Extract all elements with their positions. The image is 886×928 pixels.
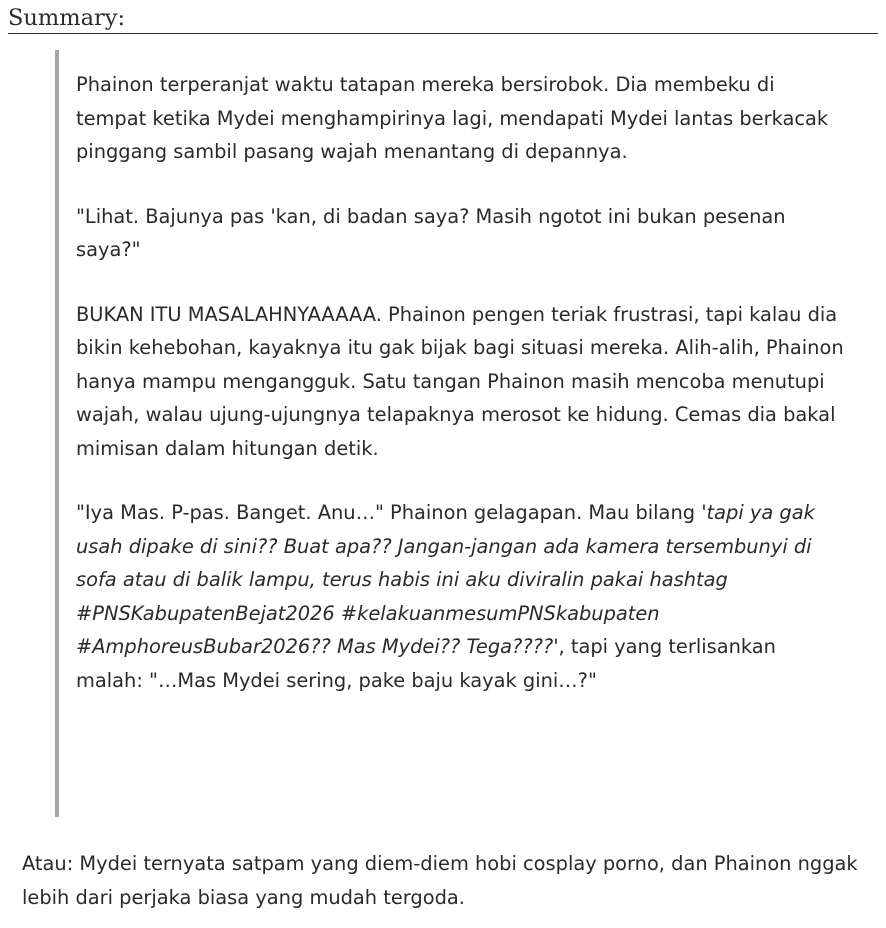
summary-blockquote xyxy=(55,50,845,817)
summary-paragraph-3: BUKAN ITU MASALAHNYAAAAA. Phainon pengen teriak frustrasi, tapi kalau dia bikin kehebohan, kayaknya itu gak bijak bagi situasi mereka. Alih-alih, Phainon hanya mampu mengangguk. Satu tangan Phainon masih mencoba menutupi wajah, walau ujung-ujungnya telapaknya merosot ke hidung. Cemas dia bakal mimisan dalam hitungan detik. xyxy=(76,302,844,460)
summary-afterword: Atau: Mydei ternyata satpam yang diem-diem hobi cosplay porno, dan Phainon nggak lebih dari perjaka biasa yang mudah tergoda. xyxy=(22,852,858,909)
summary-heading: Summary: xyxy=(8,3,878,34)
paragraph-4-ending: , tapi yang terlisankan malah: "…Mas Mydei sering, pake baju kayak gini…?" xyxy=(76,635,776,692)
summary-paragraph-4 xyxy=(76,496,844,697)
paragraph-4-intro: "Iya Mas. P-pas. Banget. Anu…" Phainon gelagapan. Mau bilang xyxy=(76,501,702,524)
summary-paragraph-1: Phainon terperanjat waktu tatapan mereka bersirobok. Dia membeku di tempat ketika Mydei menghampirinya lagi, mendapati Mydei lantas berkacak pinggang sambil pasang wajah menantang di depannya. xyxy=(76,73,829,163)
summary-paragraph-2: "Lihat. Bajunya pas 'kan, di badan saya? Masih ngotot ini bukan pesenan saya?" xyxy=(76,204,786,261)
paragraph-4-italic-thought: 'tapi ya gak usah dipake di sini?? Buat apa?? Jangan-jangan ada kamera tersembunyi di sofa atau di balik lampu, terus habis ini aku diviralin pakai hashtag #PNSKabupatenBejat2026 #kelakuanmesumPNSkabupaten #AmphoreusBubar2026?? Mas Mydei?? Tega????' xyxy=(76,501,815,658)
